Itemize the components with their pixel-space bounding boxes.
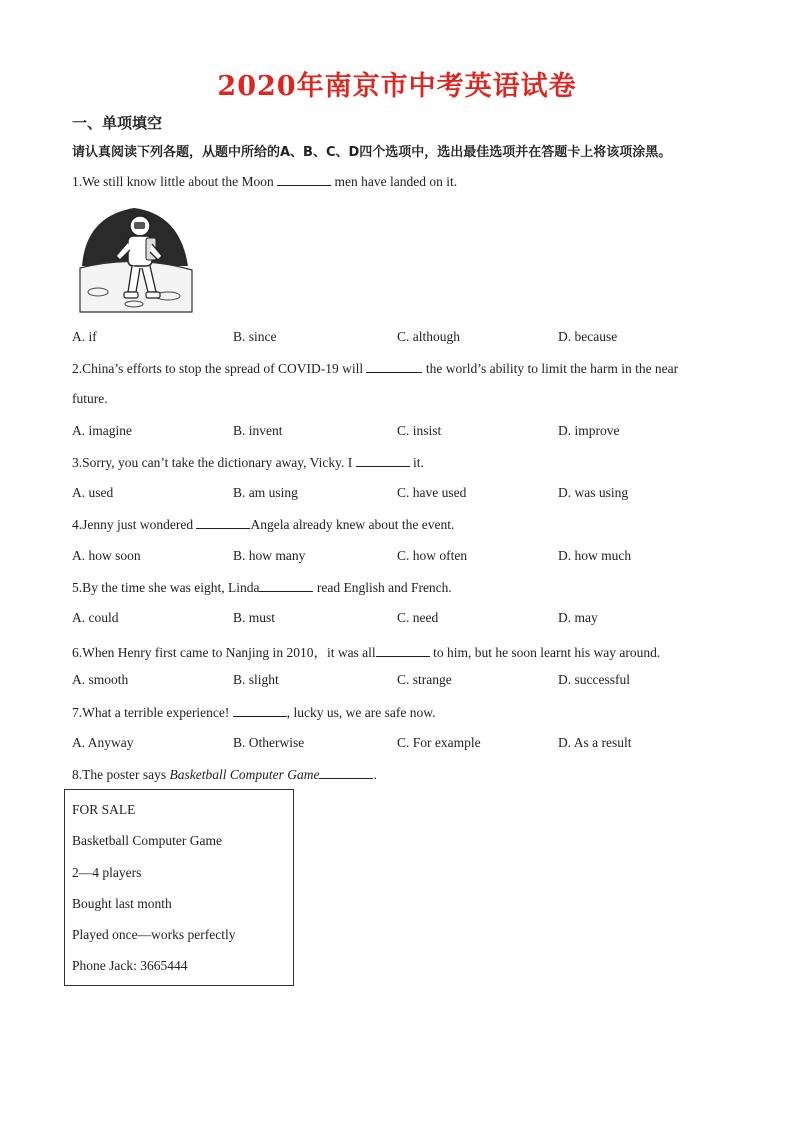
option-a[interactable]: A. imagine bbox=[72, 423, 132, 438]
option-c[interactable]: C. For example bbox=[397, 735, 481, 750]
answer-blank bbox=[376, 644, 430, 657]
option-c[interactable]: C. although bbox=[397, 329, 460, 344]
question-3-stem: 3.Sorry, you can’t take the dictionary away, Vicky. I it. bbox=[72, 455, 424, 470]
option-c[interactable]: C. have used bbox=[397, 485, 467, 500]
option-d[interactable]: D. As a result bbox=[558, 735, 632, 750]
option-c[interactable]: C. how often bbox=[397, 548, 468, 563]
option-b[interactable]: B. must bbox=[233, 610, 276, 625]
option-b[interactable]: B. slight bbox=[233, 672, 279, 687]
answer-blank bbox=[366, 360, 422, 373]
option-b[interactable]: B. how many bbox=[233, 548, 306, 563]
option-a[interactable]: A. how soon bbox=[72, 548, 141, 563]
option-a[interactable]: A. Anyway bbox=[72, 735, 134, 750]
option-d[interactable]: D. improve bbox=[558, 423, 620, 438]
question-5-options bbox=[72, 610, 722, 628]
option-c[interactable]: C. need bbox=[397, 610, 439, 625]
question-5-stem: 5.By the time she was eight, Linda read English and French. bbox=[72, 580, 452, 595]
question-2-stem-continued: future. bbox=[72, 391, 108, 406]
option-a[interactable]: A. could bbox=[72, 610, 119, 625]
question-4-stem: 4.Jenny just wondered Angela already knew about the event. bbox=[72, 517, 455, 532]
answer-blank bbox=[319, 766, 373, 779]
answer-blank bbox=[277, 173, 331, 186]
option-a[interactable]: A. used bbox=[72, 485, 114, 500]
poster-line: Basketball Computer Game bbox=[72, 833, 222, 848]
poster-line: 2—4 players bbox=[72, 865, 142, 880]
question-1-options bbox=[72, 329, 722, 347]
poster-line: Played once—works perfectly bbox=[72, 927, 236, 942]
poster-line: Bought last month bbox=[72, 896, 172, 911]
option-d[interactable]: D. was using bbox=[558, 485, 629, 500]
question-6-stem: 6.When Henry first came to Nanjing in 2010，it was all to him, but he soon learnt his way around. bbox=[72, 645, 661, 660]
poster-line: Phone Jack: 3665444 bbox=[72, 958, 188, 973]
question-8-stem: 8.The poster says Basketball Computer Game . bbox=[72, 767, 377, 782]
answer-blank bbox=[196, 516, 250, 529]
answer-blank bbox=[356, 454, 410, 467]
option-d[interactable]: D. successful bbox=[558, 672, 630, 687]
instructions: 请认真阅读下列各题，从题中所给的A、B、C、D四个选项中，选出最佳选项并在答题卡上将该项涂黑。 bbox=[72, 145, 672, 160]
option-c[interactable]: C. insist bbox=[397, 423, 442, 438]
question-2-stem: 2.China’s efforts to stop the spread of COVID-19 will the world’s ability to limit the harm in the near bbox=[72, 361, 679, 376]
option-a[interactable]: A. smooth bbox=[72, 672, 129, 687]
option-b[interactable]: B. invent bbox=[233, 423, 283, 438]
option-d[interactable]: D. how much bbox=[558, 548, 632, 563]
option-a[interactable]: A. if bbox=[72, 329, 97, 344]
option-d[interactable]: D. because bbox=[558, 329, 618, 344]
question-2-options bbox=[72, 423, 722, 441]
question-3-options bbox=[72, 485, 722, 503]
question-6-options bbox=[72, 672, 722, 690]
answer-blank bbox=[259, 579, 313, 592]
astronaut-on-moon-image bbox=[76, 196, 194, 314]
option-d[interactable]: D. may bbox=[558, 610, 598, 625]
option-b[interactable]: B. Otherwise bbox=[233, 735, 305, 750]
page-title: 2020年南京市中考英语试卷 bbox=[217, 71, 577, 102]
question-7-options bbox=[72, 735, 722, 753]
question-1-stem: 1.We still know little about the Moon men have landed on it. bbox=[72, 174, 458, 189]
poster-line: FOR SALE bbox=[72, 802, 136, 817]
option-b[interactable]: B. am using bbox=[233, 485, 298, 500]
question-7-stem: 7.What a terrible experience! , lucky us, we are safe now. bbox=[72, 705, 436, 720]
question-4-options bbox=[72, 548, 722, 566]
option-b[interactable]: B. since bbox=[233, 329, 277, 344]
answer-blank bbox=[233, 704, 287, 717]
option-c[interactable]: C. strange bbox=[397, 672, 452, 687]
section-heading: 一、单项填空 bbox=[72, 114, 163, 132]
for-sale-poster bbox=[64, 789, 294, 986]
